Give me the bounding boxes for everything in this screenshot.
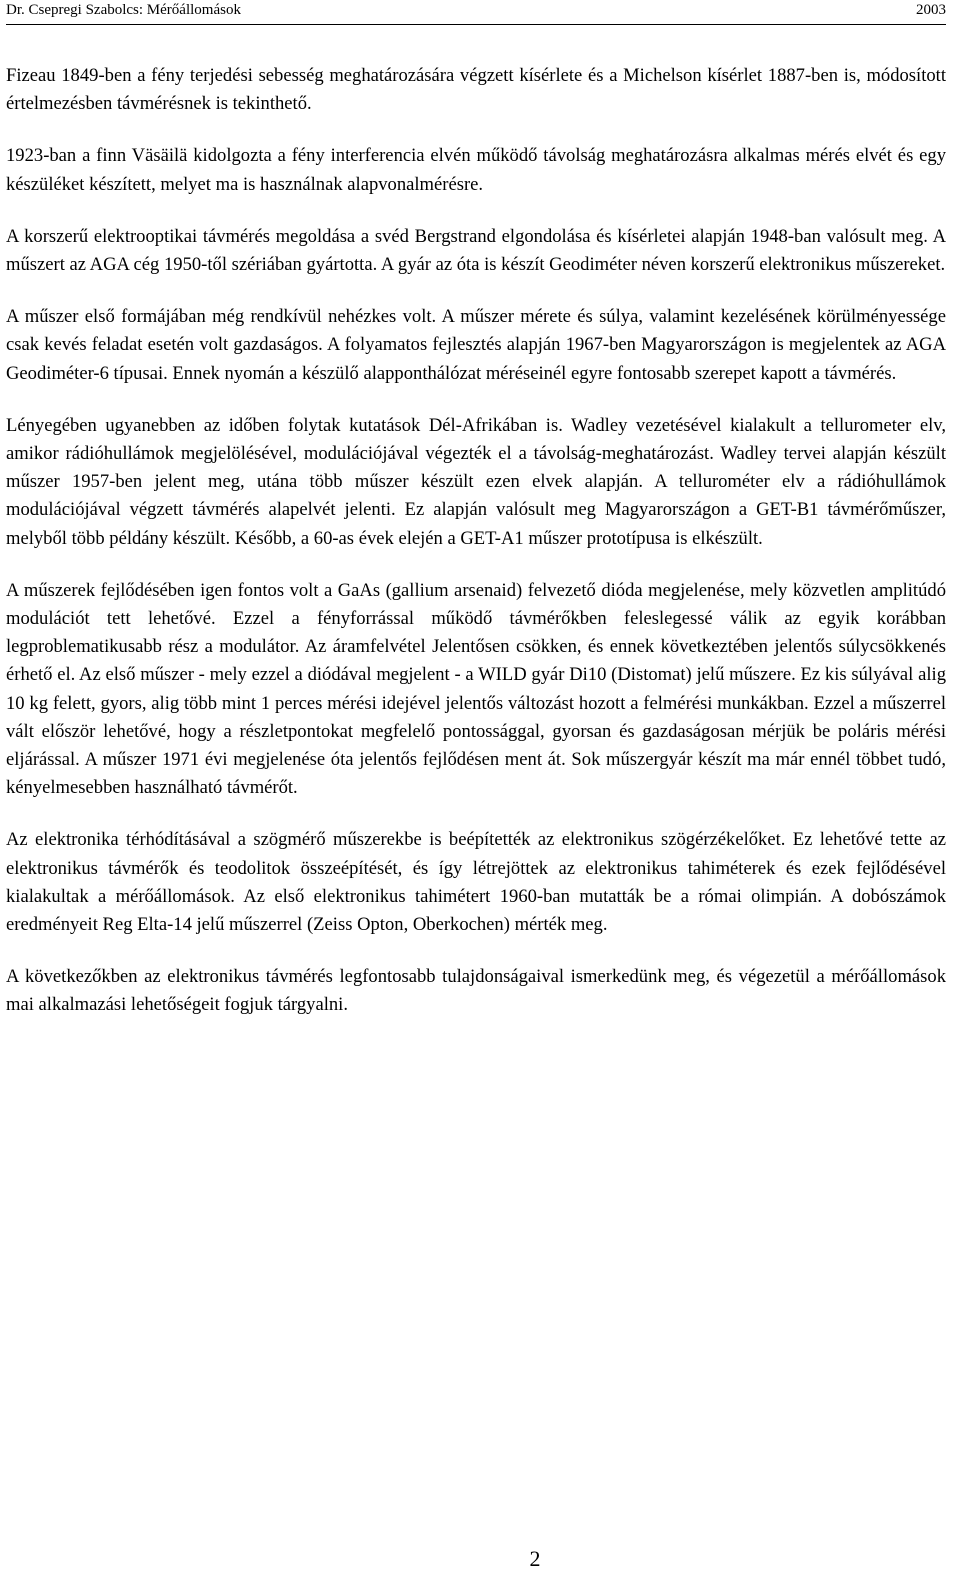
paragraph-fizeau: Fizeau 1849-ben a fény terjedési sebesség meghatározására végzett kísérlete és a Michelson kísérlet 1887-ben is, módosított értelmezésben távmérésnek is tekinthető. <box>6 65 946 115</box>
header-year: 2003 <box>916 2 946 18</box>
page-header <box>6 0 946 25</box>
paragraph-electronics: Az elektronika térhódításával a szögmérő műszerekbe is beépítették az elektronikus szögérzékelőket. Ez lehetővé tette az elektronikus távmérők és teodolitok összeépítését, és így létrejöttek az elektronikus tahiméterek és ezek fejlődésével kialakultak a mérőállomások. Az első elektronikus tahimétert 1960-ban mutatták be a római olimpián. A dobószámok eredményeit Reg Elta-14 jelű műszerrel (Zeiss Opton, Oberkochen) mérték meg. <box>6 829 946 936</box>
paragraph-tellurometer: Lényegében ugyanebben az időben folytak kutatások Dél-Afrikában is. Wadley vezetésével kialakult a tellurometer elv, amikor rádióhullámok megjelölésével, modulációjával végezték el a távolság-meghatározást. Wadley tervei alapján készült műszer 1957-ben jelent meg, utána több műszer készült ezen elvek alapján. A tellurométer elv a rádióhullámok modulációjával végzett távmérés alapelvét jelenti. Ez alapján valósult meg Magyarországon a GET-B1 távmérőműszer, melyből több példány készült. Később, a 60-as évek elején a GET-A1 műszer prototípusa is elkészült. <box>6 414 946 549</box>
document-body <box>6 62 946 1044</box>
paragraph-gaas-diode: A műszerek fejlődésében igen fontos volt a GaAs (gallium arsenaid) felvezető dióda megjelenése, mely közvetlen amplitúdó modulációt tett lehetővé. Ezzel a fényforrással működő távmérőkben feleslegessé válik az egyik korábban legproblematikusabb rész a modulátor. Az áramfelvétel Jelentősen csökken, és ennek következtében jelentős súlycsökkenés érhető el. Az első műszer - mely ezzel a diódával megjelent - a WILD gyár Di10 (Distomat) jelű műszere. Ez kis súlyával alig 10 kg felett, gyors, alig több mint 1 perces mérési idejével jelentős változást hozott a felmérési munkákban. Ezzel a műszerrel vált először lehetővé, hogy a részletpontokat megfelelő pontossággal, gyorsan és gazdaságosan mérjük be poláris mérési eljárással. A műszer 1971 évi megjelenése óta jelentős fejlődésen ment át. Sok műszergyár készít ma már ennél többet tudó, kényelmesebben használható távmérőt. <box>6 579 946 799</box>
paragraph-outlook: A következőkben az elektronikus távmérés legfontosabb tulajdonságaival ismerkedünk meg, és végezetül a mérőállomások mai alkalmazási lehetőségeit fogjuk tárgyalni. <box>6 966 946 1016</box>
page-number: 2 <box>529 1546 541 1571</box>
paragraph-bergstrand: A korszerű elektrooptikai távmérés megoldása a svéd Bergstrand elgondolása és kísérletei alapján 1948-ban valósult meg. A műszert az AGA cég 1950-től szériában gyártotta. A gyár az óta is készít Geodiméter néven korszerű elektronikus műszereket. <box>6 225 946 276</box>
header-author-title: Dr. Csepregi Szabolcs: Mérőállomások <box>6 2 241 18</box>
paragraph-first-instrument: A műszer első formájában még rendkívül nehézkes volt. A műszer mérete és súlya, valamint kezelésének körülményessége csak kevés feladat esetén volt gazdaságos. A folyamatos fejlesztés alapján 1967-ben Magyarországon is megjelentek az AGA Geodiméter-6 típusai. Ennek nyomán a készülő alapponthálózat méréseinél egyre fontosabb szerepet kapott a távmérés. <box>6 306 946 384</box>
paragraph-vasaila: 1923-ban a finn Väsäilä kidolgozta a fény interferencia elvén működő távolság meghatározásra alkalmas mérés elvét és egy készüléket készített, melyet ma is használnak alapvonalmérésre. <box>6 145 946 195</box>
